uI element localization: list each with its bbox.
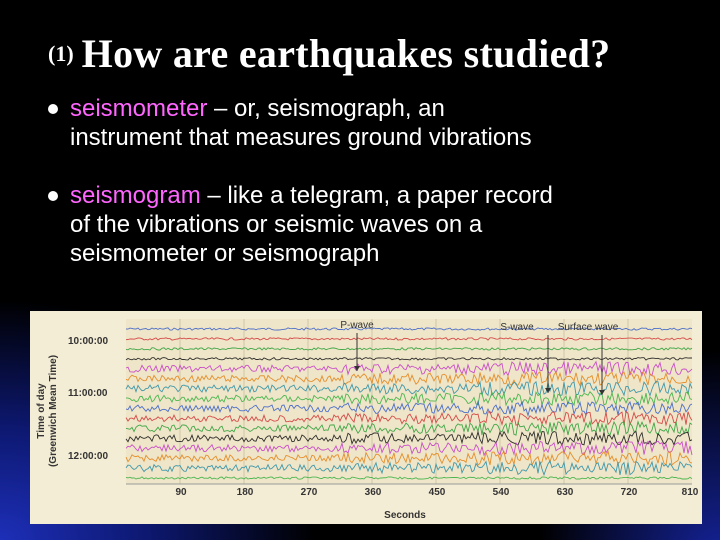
bullet-dot (48, 191, 58, 201)
seismogram-figure (30, 311, 702, 524)
x-tick-label: 630 (556, 487, 574, 498)
s-wave-label: S-wave (500, 322, 534, 333)
slide-title (48, 30, 708, 90)
x-tick-label: 540 (492, 487, 510, 498)
bullet-2-text: – like a telegram, a paper record (200, 182, 553, 209)
title-number: (1) (48, 41, 74, 66)
x-axis-title: Seconds (384, 510, 426, 521)
bullet-line-2: instrument that measures ground vibrations (70, 124, 532, 151)
p-wave-label: P-wave (340, 320, 374, 331)
x-tick-label: 450 (428, 487, 446, 498)
x-tick-label: 810 (681, 487, 699, 498)
bullet-line-1 (70, 94, 704, 123)
y-axis-title-line-2: (Greenwich Mean Time) (48, 354, 59, 468)
term-seismogram: seismogram (70, 182, 201, 209)
y-tick-label: 10:00:00 (68, 336, 109, 347)
x-tick-label: 180 (236, 487, 254, 498)
x-tick-label: 720 (620, 487, 638, 498)
seismogram-image (30, 311, 702, 524)
bullet-line-1 (70, 181, 704, 210)
bullet-1-text: – or, seismograph, an (207, 95, 445, 122)
y-tick-label: 12:00:00 (68, 451, 109, 462)
bullet-seismometer (44, 94, 704, 152)
surface-wave-label: Surface wave (557, 322, 619, 333)
x-tick-label: 270 (300, 487, 318, 498)
y-tick-label: 11:00:00 (68, 388, 108, 399)
x-tick-label: 90 (175, 487, 187, 498)
title-text: How are earthquakes studied? (81, 31, 611, 76)
bullet-dot (48, 104, 58, 114)
bullet-line-2: of the vibrations or seismic waves on a (70, 211, 483, 238)
bullet-seismogram (44, 181, 704, 268)
y-axis-title-line-1: Time of day (36, 383, 47, 439)
term-seismometer: seismometer (70, 95, 208, 122)
x-tick-label: 360 (364, 487, 382, 498)
bullet-line-3: seismometer or seismograph (70, 240, 380, 267)
